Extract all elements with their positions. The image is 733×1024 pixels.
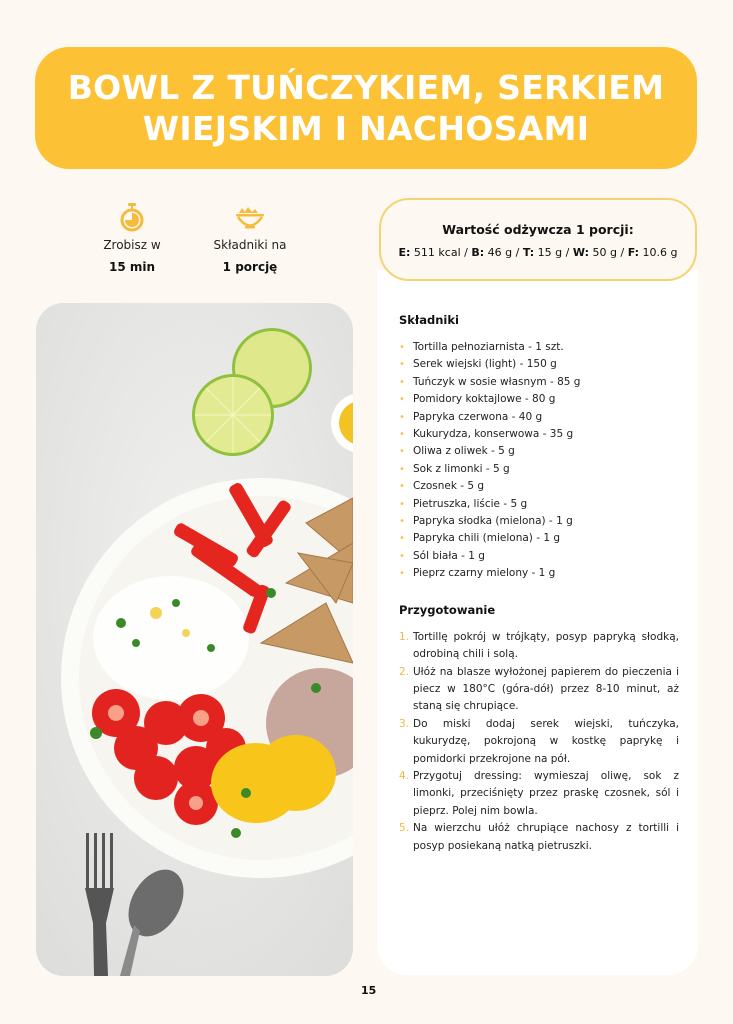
preparation-heading: Przygotowanie	[399, 602, 496, 617]
servings-info	[190, 200, 310, 274]
bullet-icon: •	[399, 342, 405, 353]
bullet-icon: •	[399, 568, 405, 580]
prep-time-label: Zrobisz w	[103, 238, 161, 252]
bullet-icon: •	[399, 516, 405, 528]
recipe-photo	[36, 303, 353, 976]
energy-value: 511 kcal	[410, 246, 461, 259]
ingredient-text: Pieprz czarny mielony - 1 g	[413, 567, 556, 580]
fat-value: 15 g	[534, 246, 563, 259]
ingredient-text: Serek wiejski (light) - 150 g	[413, 358, 557, 371]
ingredient-item	[399, 496, 679, 513]
ingredient-text: Papryka słodka (mielona) - 1 g	[413, 515, 573, 528]
ingredient-item	[399, 461, 679, 478]
ingredient-text: Sok z limonki - 5 g	[413, 462, 510, 475]
step-number: 1.	[399, 630, 410, 643]
stopwatch-icon	[72, 200, 192, 234]
servings-label: Składniki na	[213, 238, 287, 252]
fat-key: T:	[522, 246, 535, 259]
bowl-icon	[190, 200, 310, 234]
page-number: 15	[361, 984, 377, 997]
bullet-icon: •	[399, 411, 405, 423]
ingredient-text: Oliwa z oliwek - 5 g	[413, 445, 515, 458]
ingredient-item	[399, 339, 679, 356]
prep-time-value: 15 min	[108, 260, 156, 274]
bullet-icon: •	[399, 498, 405, 510]
bullet-icon: •	[399, 481, 405, 493]
bullet-icon: •	[399, 394, 405, 406]
ingredient-item	[399, 548, 679, 565]
title-line-1: BOWL Z TUŃCZYKIEM, SERKIEM	[67, 68, 665, 107]
recipe-content	[399, 313, 679, 855]
bullet-icon: •	[399, 446, 405, 458]
ingredient-text: Tortilla pełnoziarnista - 1 szt.	[413, 341, 564, 353]
step-item	[399, 716, 679, 768]
ingredient-text: Papryka chili (mielona) - 1 g	[413, 532, 561, 545]
bullet-icon: •	[399, 533, 405, 545]
energy-key: E:	[398, 246, 411, 259]
fiber-value: 10.6 g	[639, 246, 678, 259]
step-number: 5.	[399, 822, 410, 835]
ingredient-item	[399, 478, 679, 495]
step-item	[399, 664, 679, 716]
step-text: Tortillę pokrój w trójkąty, posyp papryką słodką, odrobiną chili i solą.	[413, 630, 679, 661]
nutrition-heading: Wartość odżywcza 1 porcji:	[442, 222, 634, 237]
bullet-icon: •	[399, 376, 405, 388]
ingredient-text: Tuńczyk w sosie własnym - 85 g	[413, 375, 581, 388]
servings-value: 1 porcję	[222, 260, 278, 274]
bullet-icon: •	[399, 359, 405, 371]
title-banner	[35, 47, 697, 169]
ingredient-item	[399, 443, 679, 460]
ingredient-item	[399, 356, 679, 373]
preparation-steps	[399, 629, 679, 855]
separator: /	[460, 246, 472, 259]
step-item	[399, 629, 679, 664]
ingredient-text: Papryka czerwona - 40 g	[413, 410, 543, 423]
step-item	[399, 768, 679, 820]
nutrition-box	[379, 198, 697, 281]
protein-key: B:	[471, 246, 485, 259]
prep-time-info	[72, 200, 192, 274]
carbs-key: W:	[572, 246, 590, 259]
step-number: 3.	[399, 717, 410, 730]
ingredient-item	[399, 426, 679, 443]
ingredient-item	[399, 374, 679, 391]
ingredient-text: Sól biała - 1 g	[413, 549, 485, 562]
separator: /	[617, 246, 628, 259]
recipe-title	[68, 67, 665, 149]
ingredients-list	[399, 339, 679, 583]
ingredient-text: Pomidory koktajlowe - 80 g	[413, 393, 556, 406]
ingredient-text: Czosnek - 5 g	[413, 480, 485, 493]
ingredient-item	[399, 513, 679, 530]
title-line-2: WIEJSKIM I NACHOSAMI	[142, 109, 590, 148]
carbs-value: 50 g	[589, 246, 618, 259]
step-item	[399, 820, 679, 855]
step-number: 4.	[399, 769, 410, 782]
ingredient-text: Pietruszka, liście - 5 g	[413, 497, 528, 510]
protein-value: 46 g	[484, 246, 513, 259]
ingredients-heading: Składniki	[399, 313, 459, 327]
separator: /	[512, 246, 523, 259]
step-text: Na wierzchu ułóż chrupiące nachosy z tortilli i posyp posiekaną natką pietruszki.	[413, 822, 679, 852]
nutrition-values	[381, 246, 695, 259]
separator: /	[562, 246, 573, 259]
step-text: Ułóż na blasze wyłożonej papierem do pieczenia i piecz w 180°C (góra-dół) przez 8-10 minut, aż staną się chrupiące.	[413, 665, 679, 713]
ingredient-item	[399, 391, 679, 408]
step-number: 2.	[399, 665, 410, 678]
ingredient-item	[399, 530, 679, 547]
ingredient-text: Kukurydza, konserwowa - 35 g	[413, 428, 574, 441]
step-text: Do miski dodaj serek wiejski, tuńczyka, kukurydzę, pokrojoną w kostkę paprykę i pomidorki przekrojone na pół.	[413, 717, 679, 765]
bullet-icon: •	[399, 429, 405, 441]
ingredient-item	[399, 565, 679, 582]
fiber-key: F:	[627, 246, 640, 259]
bullet-icon: •	[399, 463, 405, 475]
step-text: Przygotuj dressing: wymieszaj oliwę, sok z limonki, przeciśnięty przez praskę czosnek, sól i pieprz. Polej nim bowla.	[413, 769, 679, 817]
bullet-icon: •	[399, 550, 405, 562]
ingredient-item	[399, 409, 679, 426]
